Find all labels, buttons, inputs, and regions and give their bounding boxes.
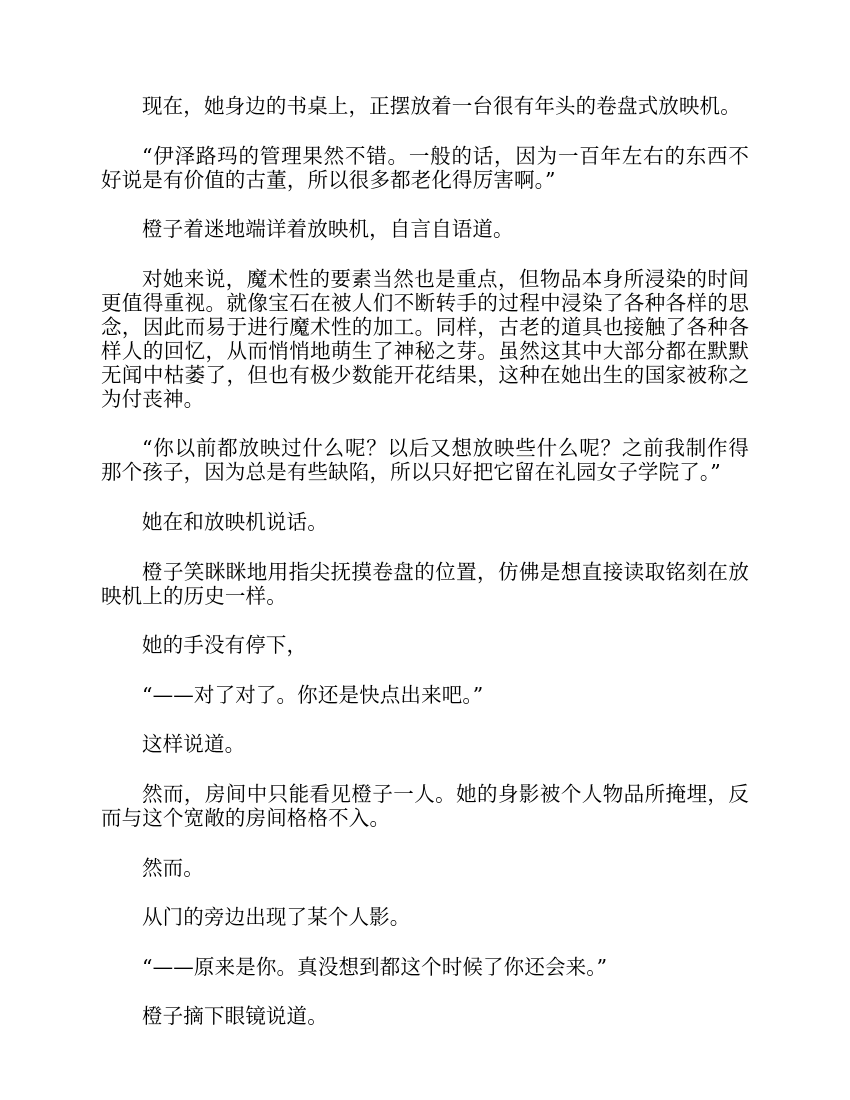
paragraph: 她的手没有停下， [142, 633, 308, 658]
paragraph: 这样说道。 [142, 732, 246, 757]
paragraph: “你以前都放映过什么呢？以后又想放映些什么呢？之前我制作得那个孩子，因为总是有些缺陷，所以只好把它留在礼园女子学院了。” [101, 436, 749, 485]
paragraph: 她在和放映机说话。 [142, 509, 328, 534]
paragraph: 然而，房间中只能看见橙子一人。她的身影被个人物品所掩埋，反而与这个宽敞的房间格格不入。 [101, 781, 749, 830]
paragraph: “——对了对了。你还是快点出来吧。” [142, 682, 484, 707]
body-text [101, 94, 749, 1054]
paragraph: 对她来说，魔术性的要素当然也是重点，但物品本身所浸染的时间更值得重视。就像宝石在被人们不断转手的过程中浸染了各种各样的思念，因此而易于进行魔术性的加工。同样，古老的道具也接触了各种各样人的回忆，从而悄悄地萌生了神秘之芽。虽然这其中大部分都在默默无闻中枯萎了，但也有极少数能开花结果，这种在她出生的国家被称之为付丧神。 [101, 266, 749, 411]
paragraph: 现在，她身边的书桌上，正摆放着一台很有年头的卷盘式放映机。 [142, 94, 741, 118]
paragraph: 从门的旁边出现了某个人影。 [142, 905, 411, 930]
paragraph: 橙子着迷地端详着放映机，自言自语道。 [142, 217, 514, 242]
paragraph: “伊泽路玛的管理果然不错。一般的话，因为一百年左右的东西不好说是有价值的古董，所以很多都老化得厉害啊。” [101, 143, 749, 192]
paragraph: 然而。 [142, 855, 204, 880]
paragraph: 橙子摘下眼镜说道。 [142, 1004, 328, 1029]
paragraph: 橙子笑眯眯地用指尖抚摸卷盘的位置，仿佛是想直接读取铭刻在放映机上的历史一样。 [101, 559, 749, 608]
paragraph: “——原来是你。真没想到都这个时候了你还会来。” [142, 954, 608, 979]
